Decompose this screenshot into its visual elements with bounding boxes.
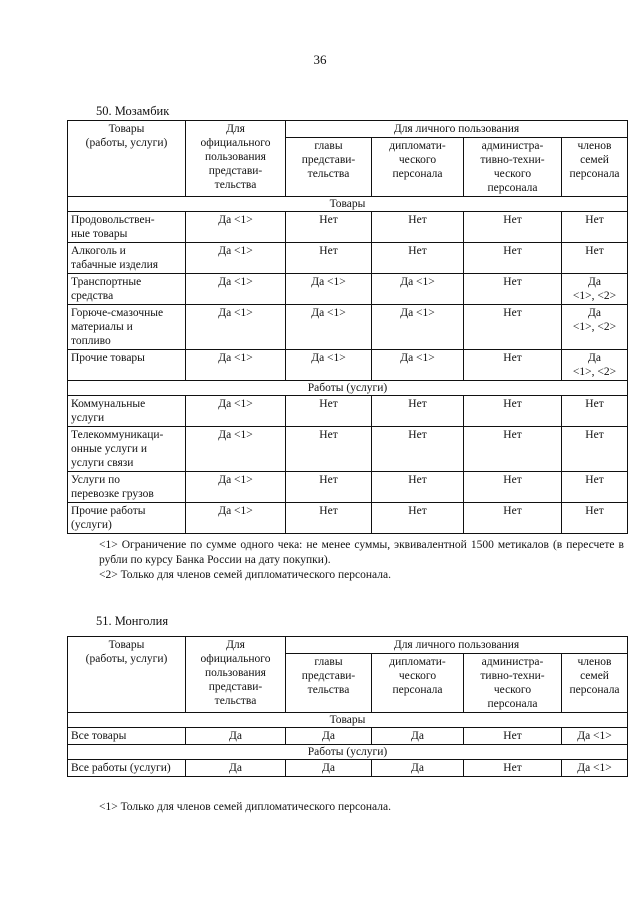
header-personal-use: Для личного пользования	[286, 637, 628, 654]
cell-heads: Нет	[286, 212, 372, 243]
footnote-1: <1> Ограничение по сумме одного чека: не менее суммы, эквивалентной 1500 метикалов (в пересчете в рубли по курсу Банка России на дату покупки).	[99, 539, 624, 566]
table-row	[68, 427, 628, 472]
cell-heads: Да <1>	[286, 350, 372, 381]
cell-diplomatic: Нет	[372, 396, 464, 427]
cell-admin: Нет	[464, 503, 562, 534]
cell-heads: Нет	[286, 503, 372, 534]
section-title-mozambique: 50. Мозамбик	[96, 104, 170, 118]
cell-official: Да <1>	[186, 212, 286, 243]
header-diplomatic: дипломати- ческого персонала	[372, 138, 464, 197]
header-goods: Товары (работы, услуги)	[68, 121, 186, 197]
cell-diplomatic: Да <1>	[372, 305, 464, 350]
cell-admin: Нет	[464, 212, 562, 243]
header-official-use: Для официального пользования представи- тельства	[186, 637, 286, 713]
cell-diplomatic: Да <1>	[372, 274, 464, 305]
cell-admin: Нет	[464, 396, 562, 427]
table-row	[68, 350, 628, 381]
row-name: Прочие товары	[68, 350, 186, 381]
row-name: Продовольствен- ные товары	[68, 212, 186, 243]
cell-family: Нет	[562, 243, 628, 274]
page-number: 36	[313, 52, 327, 67]
table-row	[68, 274, 628, 305]
cell-admin: Нет	[464, 274, 562, 305]
cell-heads: Нет	[286, 472, 372, 503]
cell-diplomatic: Да <1>	[372, 350, 464, 381]
cell-diplomatic: Нет	[372, 503, 464, 534]
row-name: Услуги по перевозке грузов	[68, 472, 186, 503]
cell-family: Нет	[562, 503, 628, 534]
table-row	[68, 212, 628, 243]
cell-official: Да <1>	[186, 472, 286, 503]
cell-family: Да <1>, <2>	[562, 274, 628, 305]
cell-family: Нет	[562, 427, 628, 472]
row-name: Транспортные средства	[68, 274, 186, 305]
cell-family: Да <1>, <2>	[562, 305, 628, 350]
table-mozambique	[67, 120, 628, 534]
cell-official: Да	[186, 728, 286, 745]
group-row	[68, 197, 628, 212]
cell-official: Да <1>	[186, 243, 286, 274]
cell-admin: Нет	[464, 760, 562, 777]
footnote-1: <1> Только для членов семей дипломатического персонала.	[99, 801, 391, 813]
cell-official: Да <1>	[186, 503, 286, 534]
table-row	[68, 243, 628, 274]
table-mongolia	[67, 636, 628, 777]
cell-heads: Да <1>	[286, 274, 372, 305]
cell-diplomatic: Нет	[372, 472, 464, 503]
table-row	[68, 472, 628, 503]
group-label: Товары	[68, 713, 628, 728]
cell-admin: Нет	[464, 350, 562, 381]
cell-heads: Да	[286, 760, 372, 777]
row-name: Все работы (услуги)	[68, 760, 186, 777]
header-admin: администра- тивно-техни- ческого персонала	[464, 138, 562, 197]
cell-diplomatic: Нет	[372, 427, 464, 472]
cell-family: Нет	[562, 396, 628, 427]
cell-official: Да	[186, 760, 286, 777]
cell-family: Нет	[562, 212, 628, 243]
cell-family: Нет	[562, 472, 628, 503]
cell-heads: Нет	[286, 243, 372, 274]
row-name: Телекоммуникаци- онные услуги и услуги связи	[68, 427, 186, 472]
header-heads: главы представи- тельства	[286, 654, 372, 713]
cell-admin: Нет	[464, 427, 562, 472]
group-row	[68, 713, 628, 728]
section-title-mongolia: 51. Монголия	[96, 614, 169, 628]
header-official-use: Для официального пользования представи- тельства	[186, 121, 286, 197]
table-row	[68, 728, 628, 745]
table-row	[68, 760, 628, 777]
group-label: Товары	[68, 197, 628, 212]
group-label: Работы (услуги)	[68, 381, 628, 396]
cell-official: Да <1>	[186, 350, 286, 381]
cell-heads: Нет	[286, 427, 372, 472]
cell-family: Да <1>	[562, 728, 628, 745]
row-name: Коммунальные услуги	[68, 396, 186, 427]
table-row	[68, 305, 628, 350]
cell-admin: Нет	[464, 472, 562, 503]
header-admin: администра- тивно-техни- ческого персонала	[464, 654, 562, 713]
cell-diplomatic: Нет	[372, 243, 464, 274]
row-name: Горюче-смазочные материалы и топливо	[68, 305, 186, 350]
cell-heads: Нет	[286, 396, 372, 427]
group-row	[68, 381, 628, 396]
row-name: Все товары	[68, 728, 186, 745]
row-name: Алкоголь и табачные изделия	[68, 243, 186, 274]
header-family: членов семей персонала	[562, 654, 628, 713]
table-row	[68, 396, 628, 427]
cell-official: Да <1>	[186, 396, 286, 427]
cell-diplomatic: Да	[372, 760, 464, 777]
header-diplomatic: дипломати- ческого персонала	[372, 654, 464, 713]
cell-family: Да <1>, <2>	[562, 350, 628, 381]
group-label: Работы (услуги)	[68, 745, 628, 760]
cell-official: Да <1>	[186, 305, 286, 350]
cell-heads: Да	[286, 728, 372, 745]
cell-admin: Нет	[464, 305, 562, 350]
footnotes-mozambique	[69, 538, 624, 583]
header-family: членов семей персонала	[562, 138, 628, 197]
cell-admin: Нет	[464, 728, 562, 745]
cell-heads: Да <1>	[286, 305, 372, 350]
footnotes-mongolia	[69, 800, 624, 815]
header-heads: главы представи- тельства	[286, 138, 372, 197]
header-personal-use: Для личного пользования	[286, 121, 628, 138]
cell-diplomatic: Да	[372, 728, 464, 745]
cell-official: Да <1>	[186, 427, 286, 472]
cell-official: Да <1>	[186, 274, 286, 305]
cell-diplomatic: Нет	[372, 212, 464, 243]
group-row	[68, 745, 628, 760]
header-goods: Товары (работы, услуги)	[68, 637, 186, 713]
footnote-2: <2> Только для членов семей дипломатического персонала.	[99, 569, 391, 581]
table-row	[68, 503, 628, 534]
row-name: Прочие работы (услуги)	[68, 503, 186, 534]
cell-family: Да <1>	[562, 760, 628, 777]
cell-admin: Нет	[464, 243, 562, 274]
